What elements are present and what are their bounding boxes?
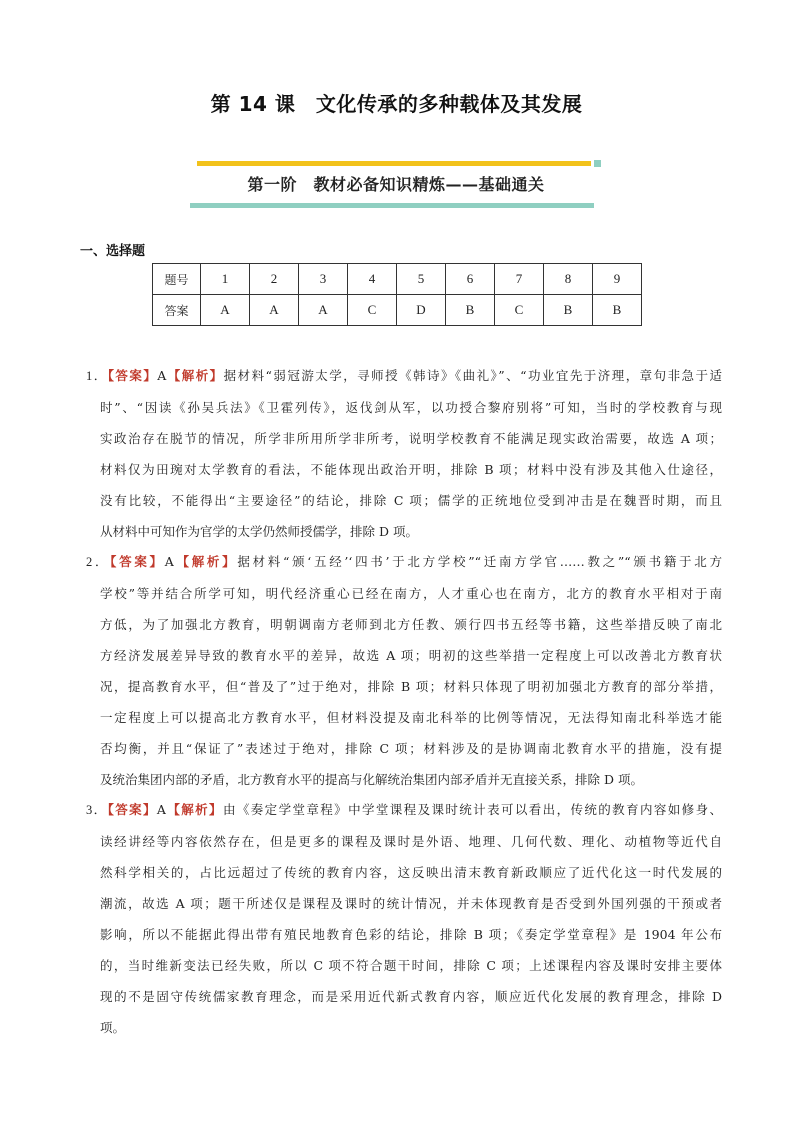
item-line: 的，当时维新变法已经失败，所以 C 项不符合题干时间，排除 C 项；上述课程内容及课时安排主要体	[100, 958, 722, 973]
page-title: 第 14 课 文化传承的多种载体及其发展	[210, 92, 583, 116]
question-number-cell: 1	[201, 264, 250, 295]
banner-top-bar	[197, 161, 591, 166]
banner-title: 第一阶 教材必备知识精炼——基础通关	[247, 175, 545, 194]
item-line	[86, 546, 722, 578]
answer-cell: B	[446, 295, 495, 326]
item-line: 况，提高教育水平，但“普及了”过于绝对，排除 B 项；材料只体现了明初加强北方教育的部分举措，	[100, 679, 722, 694]
table-row-numbers	[153, 264, 642, 295]
item-line: 实政治存在脱节的情况，所学非所用所学非所考，说明学校教育不能满足现实政治需要，故选 A 项；	[100, 431, 722, 446]
item-text: 据材料“颁‘五经’‘四书’于北方学校”“迁南方学官……教之”“颁书籍于北方	[237, 554, 722, 569]
question-number-cell: 3	[299, 264, 348, 295]
analysis-tag: 【解析】	[165, 802, 223, 817]
item-text: 据材料“弱冠游太学，寻师授《韩诗》《曲礼》”、“功业宜先于济理，章句非急于适	[223, 368, 722, 383]
explanation-item-2	[86, 546, 722, 795]
banner-bottom-bar	[190, 203, 594, 208]
question-number-cell: 9	[593, 264, 642, 295]
item-line: 现的不是固守传统儒家教育理念，而是采用近代新式教育内容，顺应近代化发展的教育理念，排除 D	[100, 989, 722, 1004]
item-line: 方经济发展差异导致的教育水平的差异，故选 A 项；明初的这些举措一定程度上可以改善北方教育状	[100, 648, 722, 663]
table-row-answers	[153, 295, 642, 326]
answer-table	[152, 263, 642, 326]
answer-letter: A	[157, 368, 167, 383]
stage-banner	[190, 158, 602, 210]
question-number-cell: 5	[397, 264, 446, 295]
answer-cell: B	[544, 295, 593, 326]
answer-cell: A	[250, 295, 299, 326]
item-line: 然科学相关的，占比远超过了传统的教育内容，这反映出清末教育新政顺应了近代化这一时代发展的	[100, 865, 722, 880]
item-line: 从材料中可知作为官学的太学仍然师授儒学，排除 D 项。	[100, 524, 418, 539]
answer-cell: C	[348, 295, 397, 326]
question-number-cell: 2	[250, 264, 299, 295]
answer-cell: C	[495, 295, 544, 326]
item-line	[86, 360, 722, 392]
item-line: 时”、“因读《孙吴兵法》《卫霍列传》，返伐剑从军，以功授合黎府别将”可知，当时的学校教育与现	[100, 400, 722, 415]
answer-letter: A	[156, 802, 166, 817]
item-number: 2．	[86, 555, 111, 569]
answer-cell: A	[299, 295, 348, 326]
explanation-item-1	[86, 360, 722, 547]
analysis-tag: 【解析】	[166, 368, 224, 383]
answer-tag: 【答案】	[107, 802, 157, 817]
item-line: 材料仅为田琬对太学教育的看法，不能体现出政治开明，排除 B 项；材料中没有涉及其他入仕途径，	[100, 462, 722, 477]
answer-cell: A	[201, 295, 250, 326]
item-line: 读经讲经等内容依然存在，但是更多的课程及课时是外语、地理、几何代数、理化、动植物等近代自	[100, 834, 722, 849]
question-number-cell: 6	[446, 264, 495, 295]
item-line: 学校”等并结合所学可知，明代经济重心已经在南方，人才重心也在南方，北方的教育水平相对于南	[100, 586, 722, 601]
item-number: 3．	[86, 803, 108, 817]
item-line: 否均衡，并且“保证了”表述过于绝对，排除 C 项；材料涉及的是协调南北教育水平的措施，没有提	[100, 741, 722, 756]
explanation-item-3	[86, 794, 722, 1043]
answer-letter: A	[164, 554, 174, 569]
answer-cell: B	[593, 295, 642, 326]
item-line: 潮流，故选 A 项；题干所述仅是课程及课时的统计情况，并未体现教育是否受到外国列强的干预或者	[100, 896, 722, 911]
item-line: 方低，为了加强北方教育，明朝调南方老师到北方任教、颁行四书五经等书籍，这些举措反映了南北	[100, 617, 722, 632]
row-header-answer: 答案	[153, 295, 201, 326]
analysis-tag: 【解析】	[173, 554, 238, 569]
item-line: 没有比较，不能得出“主要途径”的结论，排除 C 项；儒学的正统地位受到冲击是在魏晋时期，而且	[100, 493, 722, 508]
answer-cell: D	[397, 295, 446, 326]
banner-accent-dot	[594, 160, 601, 167]
row-header-number: 题号	[153, 264, 201, 295]
answer-tag: 【答案】	[107, 368, 158, 383]
item-line: 一定程度上可以提高北方教育水平，但材料没提及南北科举的比例等情况，无法得知南北科举选才能	[100, 710, 722, 725]
answer-tag: 【答案】	[110, 554, 165, 569]
item-line: 项。	[100, 1020, 126, 1035]
item-text: 由《奏定学堂章程》中学堂课程及课时统计表可以看出，传统的教育内容如修身、	[222, 802, 722, 817]
question-number-cell: 7	[495, 264, 544, 295]
item-number: 1．	[86, 369, 108, 383]
question-number-cell: 4	[348, 264, 397, 295]
question-number-cell: 8	[544, 264, 593, 295]
item-line: 影响，所以不能据此得出带有殖民地教育色彩的结论，排除 B 项；《奏定学堂章程》是 1904 年公布	[100, 927, 722, 942]
section-heading: 一、选择题	[80, 244, 146, 259]
item-line: 及统治集团内部的矛盾，北方教育水平的提高与化解统治集团内部矛盾并无直接关系，排除 D 项。	[100, 772, 643, 787]
item-line	[86, 794, 722, 826]
